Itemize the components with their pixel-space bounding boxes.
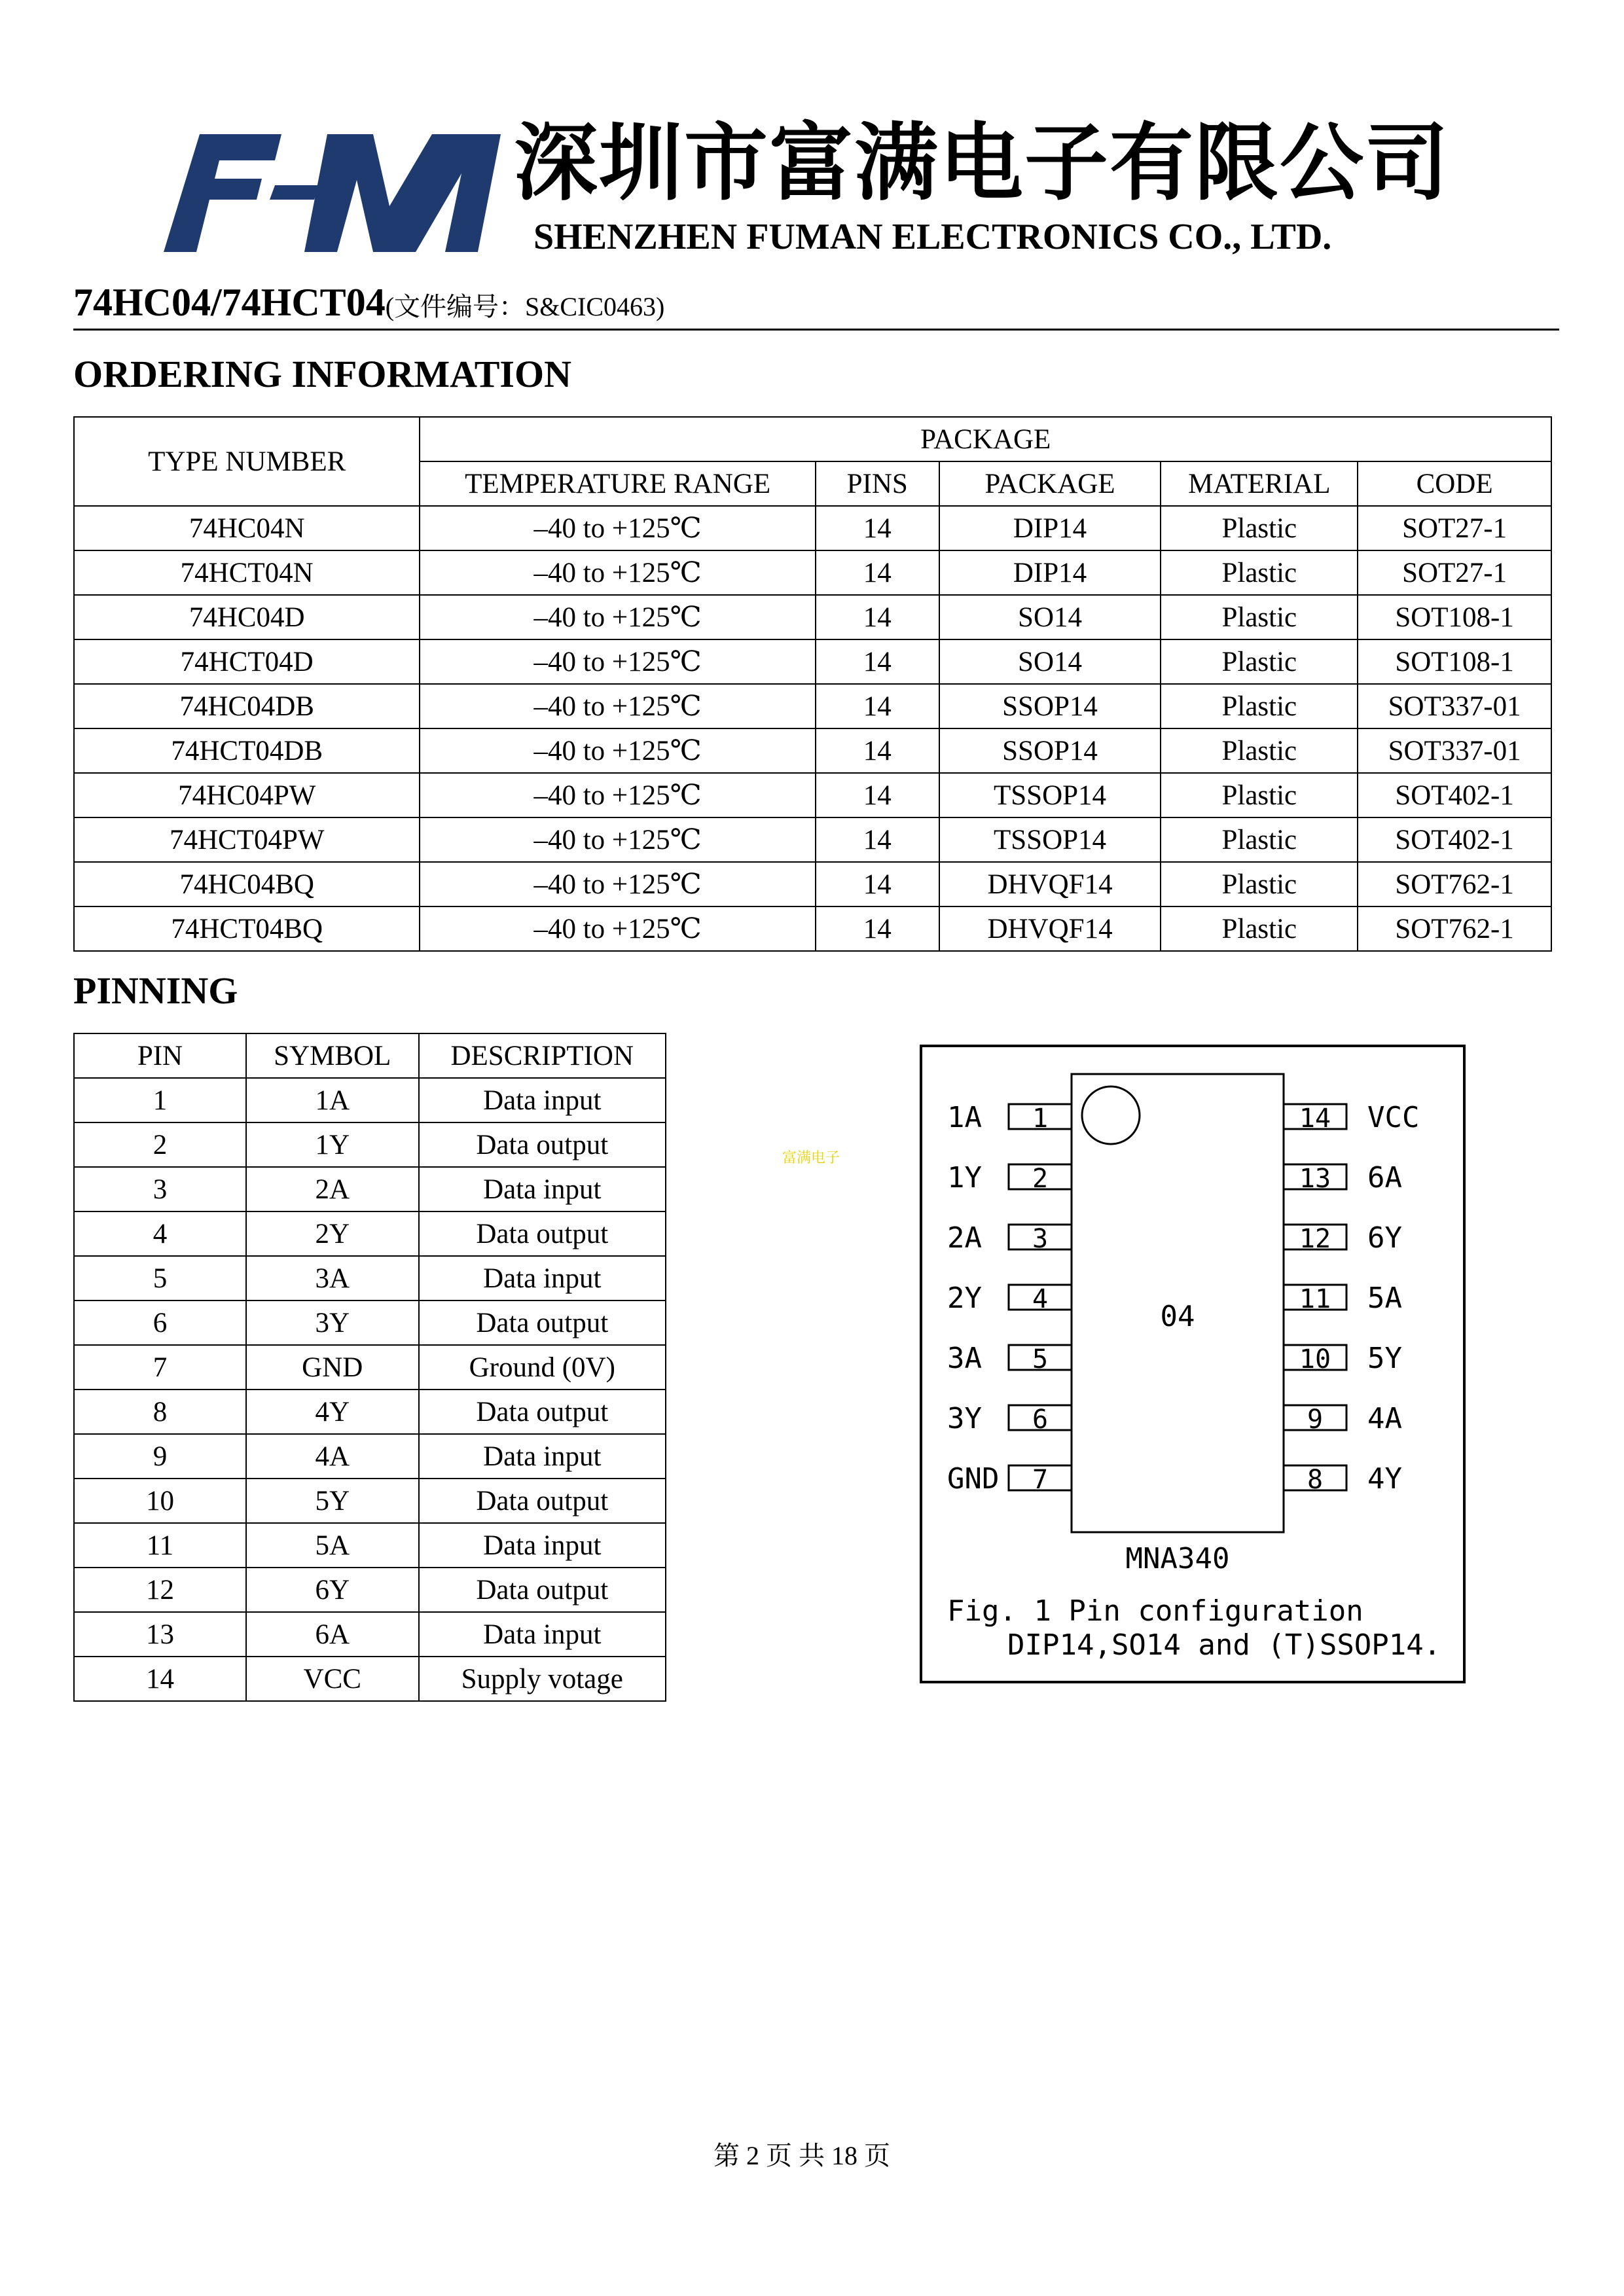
table-cell: 74HCT04PW: [74, 817, 420, 862]
table-cell: Supply votage: [419, 1657, 666, 1701]
table-cell: SOT337-01: [1358, 684, 1551, 728]
part-code: MNA340: [1125, 1542, 1230, 1575]
table-cell: 10: [74, 1479, 246, 1523]
table-cell: Data input: [419, 1078, 666, 1122]
pin-symbol-label: 1Y: [947, 1161, 982, 1194]
table-cell: 2Y: [246, 1211, 419, 1256]
table-cell: –40 to +125℃: [420, 550, 815, 595]
col-pin: PIN: [74, 1033, 246, 1078]
pin-number-label: 9: [1307, 1405, 1324, 1435]
pin-number-label: 1: [1032, 1103, 1049, 1134]
table-cell: 4: [74, 1211, 246, 1256]
table-cell: SO14: [939, 639, 1161, 684]
col-symbol: SYMBOL: [246, 1033, 419, 1078]
table-cell: SOT762-1: [1358, 906, 1551, 951]
table-cell: –40 to +125℃: [420, 773, 815, 817]
table-cell: SOT402-1: [1358, 817, 1551, 862]
table-cell: SOT402-1: [1358, 773, 1551, 817]
table-cell: Data input: [419, 1256, 666, 1300]
table-row: [74, 1345, 666, 1390]
table-cell: DIP14: [939, 550, 1161, 595]
table-cell: –40 to +125℃: [420, 639, 815, 684]
table-cell: 14: [816, 862, 939, 906]
table-cell: Data input: [419, 1434, 666, 1479]
page-footer: 第 2 页 共 18 页: [713, 2141, 890, 2170]
table-cell: 9: [74, 1434, 246, 1479]
table-row: [74, 862, 1551, 906]
table-cell: Data input: [419, 1612, 666, 1657]
table-cell: 3A: [246, 1256, 419, 1300]
table-cell: 14: [816, 506, 939, 550]
company-name-chinese: 深圳市富满电子有限公司: [514, 115, 1451, 212]
table-cell: Data output: [419, 1300, 666, 1345]
table-cell: 8: [74, 1390, 246, 1434]
header-divider: [73, 329, 1559, 331]
document-title: [73, 280, 664, 325]
figure-caption-line2: DIP14,SO14 and (T)SSOP14.: [1007, 1628, 1441, 1662]
table-cell: SOT762-1: [1358, 862, 1551, 906]
table-cell: 11: [74, 1523, 246, 1568]
table-cell: Plastic: [1161, 773, 1358, 817]
table-cell: 74HC04BQ: [74, 862, 420, 906]
table-cell: 6: [74, 1300, 246, 1345]
table-cell: –40 to +125℃: [420, 906, 815, 951]
pin-symbol-label: VCC: [1367, 1101, 1420, 1134]
col-code: CODE: [1358, 461, 1551, 506]
table-row: [74, 1122, 666, 1167]
pin-symbol-label: 6A: [1367, 1161, 1402, 1194]
company-logo: [164, 134, 501, 252]
table-cell: 1A: [246, 1078, 419, 1122]
table-cell: 74HCT04BQ: [74, 906, 420, 951]
pin-number-label: 14: [1299, 1103, 1331, 1134]
col-material: MATERIAL: [1161, 461, 1358, 506]
table-row: [74, 639, 1551, 684]
table-cell: 13: [74, 1612, 246, 1657]
table-row: [74, 1479, 666, 1523]
pin-number-label: 12: [1299, 1224, 1331, 1254]
pin-symbol-label: 1A: [947, 1101, 982, 1134]
table-cell: 14: [816, 773, 939, 817]
table-cell: Data output: [419, 1211, 666, 1256]
table-row: [74, 1256, 666, 1300]
table-cell: TSSOP14: [939, 817, 1161, 862]
table-cell: –40 to +125℃: [420, 728, 815, 773]
table-row: [74, 1211, 666, 1256]
table-cell: 4Y: [246, 1390, 419, 1434]
table-cell: Plastic: [1161, 639, 1358, 684]
watermark-stamp: 富满电子: [782, 1150, 840, 1166]
chip-label: 04: [1160, 1300, 1195, 1333]
table-cell: SSOP14: [939, 684, 1161, 728]
table-cell: GND: [246, 1345, 419, 1390]
table-cell: 1: [74, 1078, 246, 1122]
table-cell: 5Y: [246, 1479, 419, 1523]
table-row: [74, 1390, 666, 1434]
pin-number-label: 7: [1032, 1465, 1049, 1495]
table-cell: 6Y: [246, 1568, 419, 1612]
table-cell: SOT27-1: [1358, 550, 1551, 595]
part-number-title: 74HC04/74HCT04: [73, 281, 386, 324]
table-cell: Plastic: [1161, 906, 1358, 951]
table-cell: Data output: [419, 1390, 666, 1434]
pin-symbol-label: 2Y: [947, 1282, 982, 1315]
table-cell: 74HCT04DB: [74, 728, 420, 773]
table-cell: –40 to +125℃: [420, 817, 815, 862]
company-name-english: SHENZHEN FUMAN ELECTRONICS CO., LTD.: [533, 217, 1332, 257]
pin-symbol-label: 4Y: [1367, 1462, 1402, 1496]
table-cell: Data output: [419, 1568, 666, 1612]
figure-caption-line1: Fig. 1 Pin configuration: [947, 1594, 1363, 1628]
pin-number-label: 8: [1307, 1465, 1324, 1495]
table-cell: Plastic: [1161, 862, 1358, 906]
pinning-header-row: [74, 1033, 666, 1078]
table-cell: TSSOP14: [939, 773, 1161, 817]
pin-symbol-label: 6Y: [1367, 1221, 1402, 1255]
table-cell: 1Y: [246, 1122, 419, 1167]
table-row: [74, 1167, 666, 1211]
table-row: [74, 550, 1551, 595]
table-row: [74, 1078, 666, 1122]
pin-symbol-label: 5Y: [1367, 1342, 1402, 1375]
table-cell: 14: [816, 639, 939, 684]
table-cell: 74HCT04D: [74, 639, 420, 684]
table-row: [74, 1300, 666, 1345]
table-cell: DHVQF14: [939, 906, 1161, 951]
table-row: [74, 684, 1551, 728]
table-cell: –40 to +125℃: [420, 684, 815, 728]
pin-number-label: 6: [1032, 1405, 1049, 1435]
table-cell: 14: [816, 906, 939, 951]
table-cell: Plastic: [1161, 684, 1358, 728]
table-cell: DIP14: [939, 506, 1161, 550]
table-cell: 74HC04DB: [74, 684, 420, 728]
table-cell: 74HC04D: [74, 595, 420, 639]
col-description: DESCRIPTION: [419, 1033, 666, 1078]
table-cell: 2A: [246, 1167, 419, 1211]
table-row: [74, 1434, 666, 1479]
table-cell: Plastic: [1161, 550, 1358, 595]
table-cell: 74HC04N: [74, 506, 420, 550]
table-cell: 7: [74, 1345, 246, 1390]
pin-symbol-label: 3A: [947, 1342, 982, 1375]
table-cell: Data input: [419, 1523, 666, 1568]
table-cell: Plastic: [1161, 817, 1358, 862]
table-cell: 14: [816, 817, 939, 862]
col-pins: PINS: [816, 461, 939, 506]
table-cell: 74HCT04N: [74, 550, 420, 595]
table-cell: SO14: [939, 595, 1161, 639]
table-row: [74, 1568, 666, 1612]
table-cell: 2: [74, 1122, 246, 1167]
pin-number-label: 10: [1299, 1344, 1331, 1374]
table-cell: 12: [74, 1568, 246, 1612]
ordering-table: [73, 416, 1552, 952]
table-cell: SOT337-01: [1358, 728, 1551, 773]
table-row: [74, 817, 1551, 862]
ordering-header-row: [74, 417, 1551, 461]
col-package-group: PACKAGE: [420, 417, 1551, 461]
pin-number-label: 5: [1032, 1344, 1049, 1374]
table-row: [74, 1612, 666, 1657]
table-cell: SOT108-1: [1358, 595, 1551, 639]
table-cell: SOT27-1: [1358, 506, 1551, 550]
table-cell: 74HC04PW: [74, 773, 420, 817]
table-cell: 3Y: [246, 1300, 419, 1345]
table-cell: 4A: [246, 1434, 419, 1479]
pin-symbol-label: 3Y: [947, 1402, 982, 1435]
table-cell: 14: [816, 728, 939, 773]
table-cell: 6A: [246, 1612, 419, 1657]
pin-number-label: 11: [1299, 1284, 1331, 1314]
table-cell: 14: [74, 1657, 246, 1701]
document-number: (文件编号：S&CIC0463): [385, 292, 665, 321]
col-type-number: TYPE NUMBER: [74, 417, 420, 506]
col-package: PACKAGE: [939, 461, 1161, 506]
pin-number-label: 4: [1032, 1284, 1049, 1314]
table-cell: 5A: [246, 1523, 419, 1568]
pin-number-label: 13: [1299, 1164, 1331, 1194]
table-cell: DHVQF14: [939, 862, 1161, 906]
table-cell: 14: [816, 684, 939, 728]
table-row: [74, 1523, 666, 1568]
table-cell: –40 to +125℃: [420, 595, 815, 639]
table-cell: Data output: [419, 1122, 666, 1167]
table-cell: Ground (0V): [419, 1345, 666, 1390]
table-row: [74, 906, 1551, 951]
table-row: [74, 773, 1551, 817]
pin-symbol-label: 4A: [1367, 1402, 1402, 1435]
table-cell: SSOP14: [939, 728, 1161, 773]
pin-number-label: 3: [1032, 1224, 1049, 1254]
table-row: [74, 728, 1551, 773]
table-cell: –40 to +125℃: [420, 506, 815, 550]
pinning-table: [73, 1033, 666, 1702]
table-cell: 14: [816, 550, 939, 595]
table-cell: Plastic: [1161, 595, 1358, 639]
pin-number-label: 2: [1032, 1164, 1049, 1194]
ordering-information-heading: ORDERING INFORMATION: [73, 353, 571, 395]
pin-symbol-label: 2A: [947, 1221, 982, 1255]
table-cell: Plastic: [1161, 506, 1358, 550]
pinning-heading: PINNING: [73, 969, 238, 1012]
table-row: [74, 595, 1551, 639]
col-temperature-range: TEMPERATURE RANGE: [420, 461, 815, 506]
table-cell: 14: [816, 595, 939, 639]
table-row: [74, 506, 1551, 550]
table-cell: 5: [74, 1256, 246, 1300]
table-cell: Data output: [419, 1479, 666, 1523]
table-cell: VCC: [246, 1657, 419, 1701]
pin-symbol-label: GND: [947, 1462, 1000, 1496]
pin-symbol-label: 5A: [1367, 1282, 1402, 1315]
table-cell: 3: [74, 1167, 246, 1211]
table-cell: Plastic: [1161, 728, 1358, 773]
pin-configuration-figure: [920, 1045, 1466, 1683]
table-cell: –40 to +125℃: [420, 862, 815, 906]
table-cell: SOT108-1: [1358, 639, 1551, 684]
table-row: [74, 1657, 666, 1701]
table-cell: Data input: [419, 1167, 666, 1211]
